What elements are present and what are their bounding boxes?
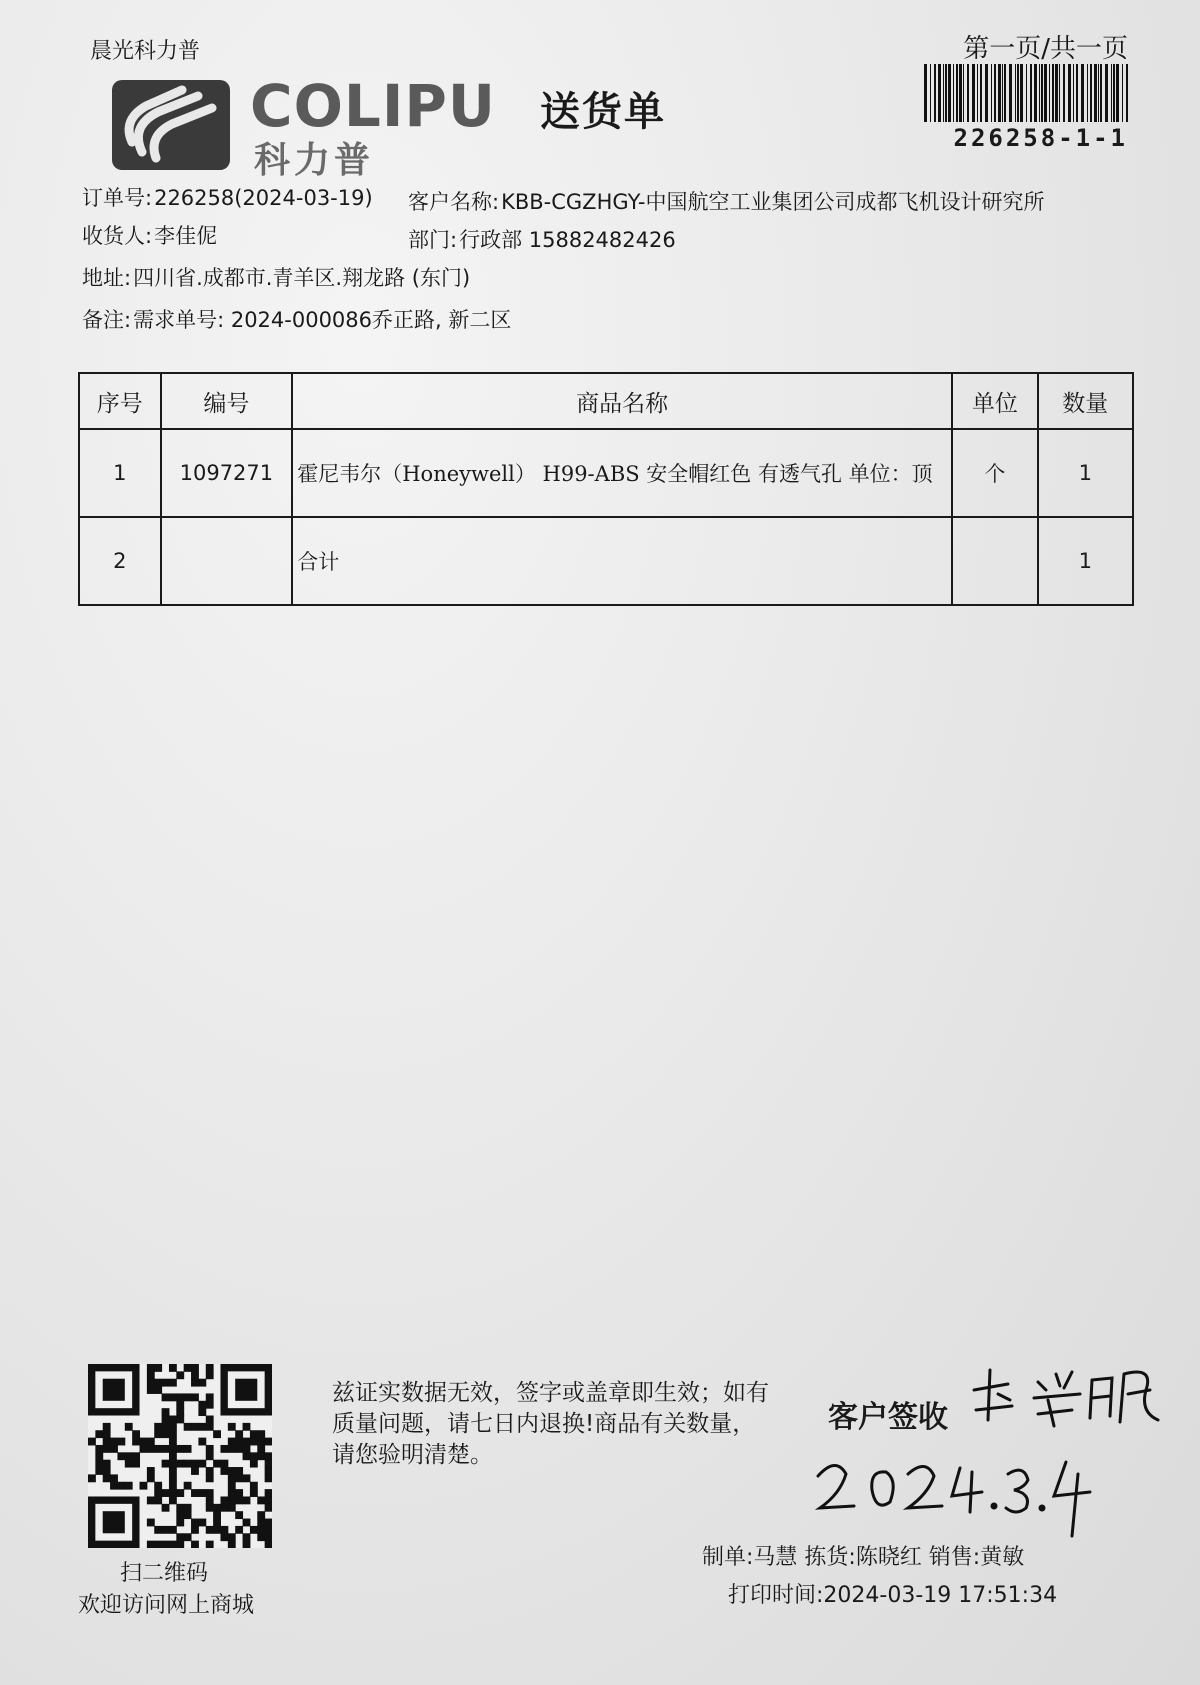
cell-product-name: 霍尼韦尔（Honeywell） H99-ABS 安全帽红色 有透气孔 单位：顶	[292, 429, 952, 517]
cell-code	[161, 517, 293, 605]
document-title: 送货单	[540, 89, 666, 135]
customer-sign-label: 客户签收	[828, 1400, 948, 1435]
department: 部门:行政部 15882482426	[408, 228, 676, 252]
barcode-icon	[922, 64, 1132, 122]
header-product-name: 商品名称	[292, 373, 952, 429]
table-row	[79, 517, 1133, 605]
header-code: 编号	[161, 373, 293, 429]
cell-product-name: 合计	[292, 517, 952, 605]
table-header-row	[79, 373, 1133, 429]
address: 地址:四川省.成都市.青羊区.翔龙路 (东门)	[82, 266, 471, 290]
items-table	[78, 372, 1134, 606]
cell-code: 1097271	[161, 429, 293, 517]
cell-seq: 1	[79, 429, 161, 517]
cell-unit	[952, 517, 1037, 605]
handwritten-date-icon	[810, 1450, 1100, 1540]
validity-notice: 兹证实数据无效，签字或盖章即生效；如有质量问题，请七日内退换!商品有关数量，请您验明清楚。	[332, 1380, 769, 1468]
staff-line: 制单:马慧 拣货:陈晓红 销售:黄敏	[702, 1545, 1025, 1570]
page-indicator: 第一页/共一页	[963, 34, 1128, 64]
cell-unit: 个	[952, 429, 1037, 517]
handwritten-signature-icon	[968, 1360, 1168, 1430]
qr-code-icon	[88, 1364, 272, 1548]
colipu-logo-icon	[112, 80, 230, 170]
qr-caption-mall: 欢迎访问网上商城	[78, 1593, 255, 1618]
table-row	[79, 429, 1133, 517]
header-unit: 单位	[952, 373, 1037, 429]
customer-name: 客户名称:KBB-CGZHGY-中国航空工业集团公司成都飞机设计研究所	[408, 190, 1045, 214]
remark: 备注:需求单号: 2024-000086乔正路, 新二区	[82, 308, 512, 332]
qr-caption: 扫二维码	[120, 1561, 209, 1586]
logo-wordmark: COLIPU	[250, 72, 497, 140]
barcode-number: 226258-1-1	[953, 124, 1128, 152]
print-time: 打印时间:2024-03-19 17:51:34	[728, 1583, 1058, 1608]
company-name: 晨光科力普	[90, 39, 201, 64]
header-quantity: 数量	[1038, 373, 1133, 429]
cell-seq: 2	[79, 517, 161, 605]
cell-quantity: 1	[1038, 429, 1133, 517]
header-seq: 序号	[79, 373, 161, 429]
order-number: 订单号:226258(2024-03-19)	[82, 186, 373, 210]
cell-quantity: 1	[1038, 517, 1133, 605]
receiver: 收货人:李佳伲	[82, 224, 218, 248]
logo-chinese: 科力普	[254, 140, 375, 181]
